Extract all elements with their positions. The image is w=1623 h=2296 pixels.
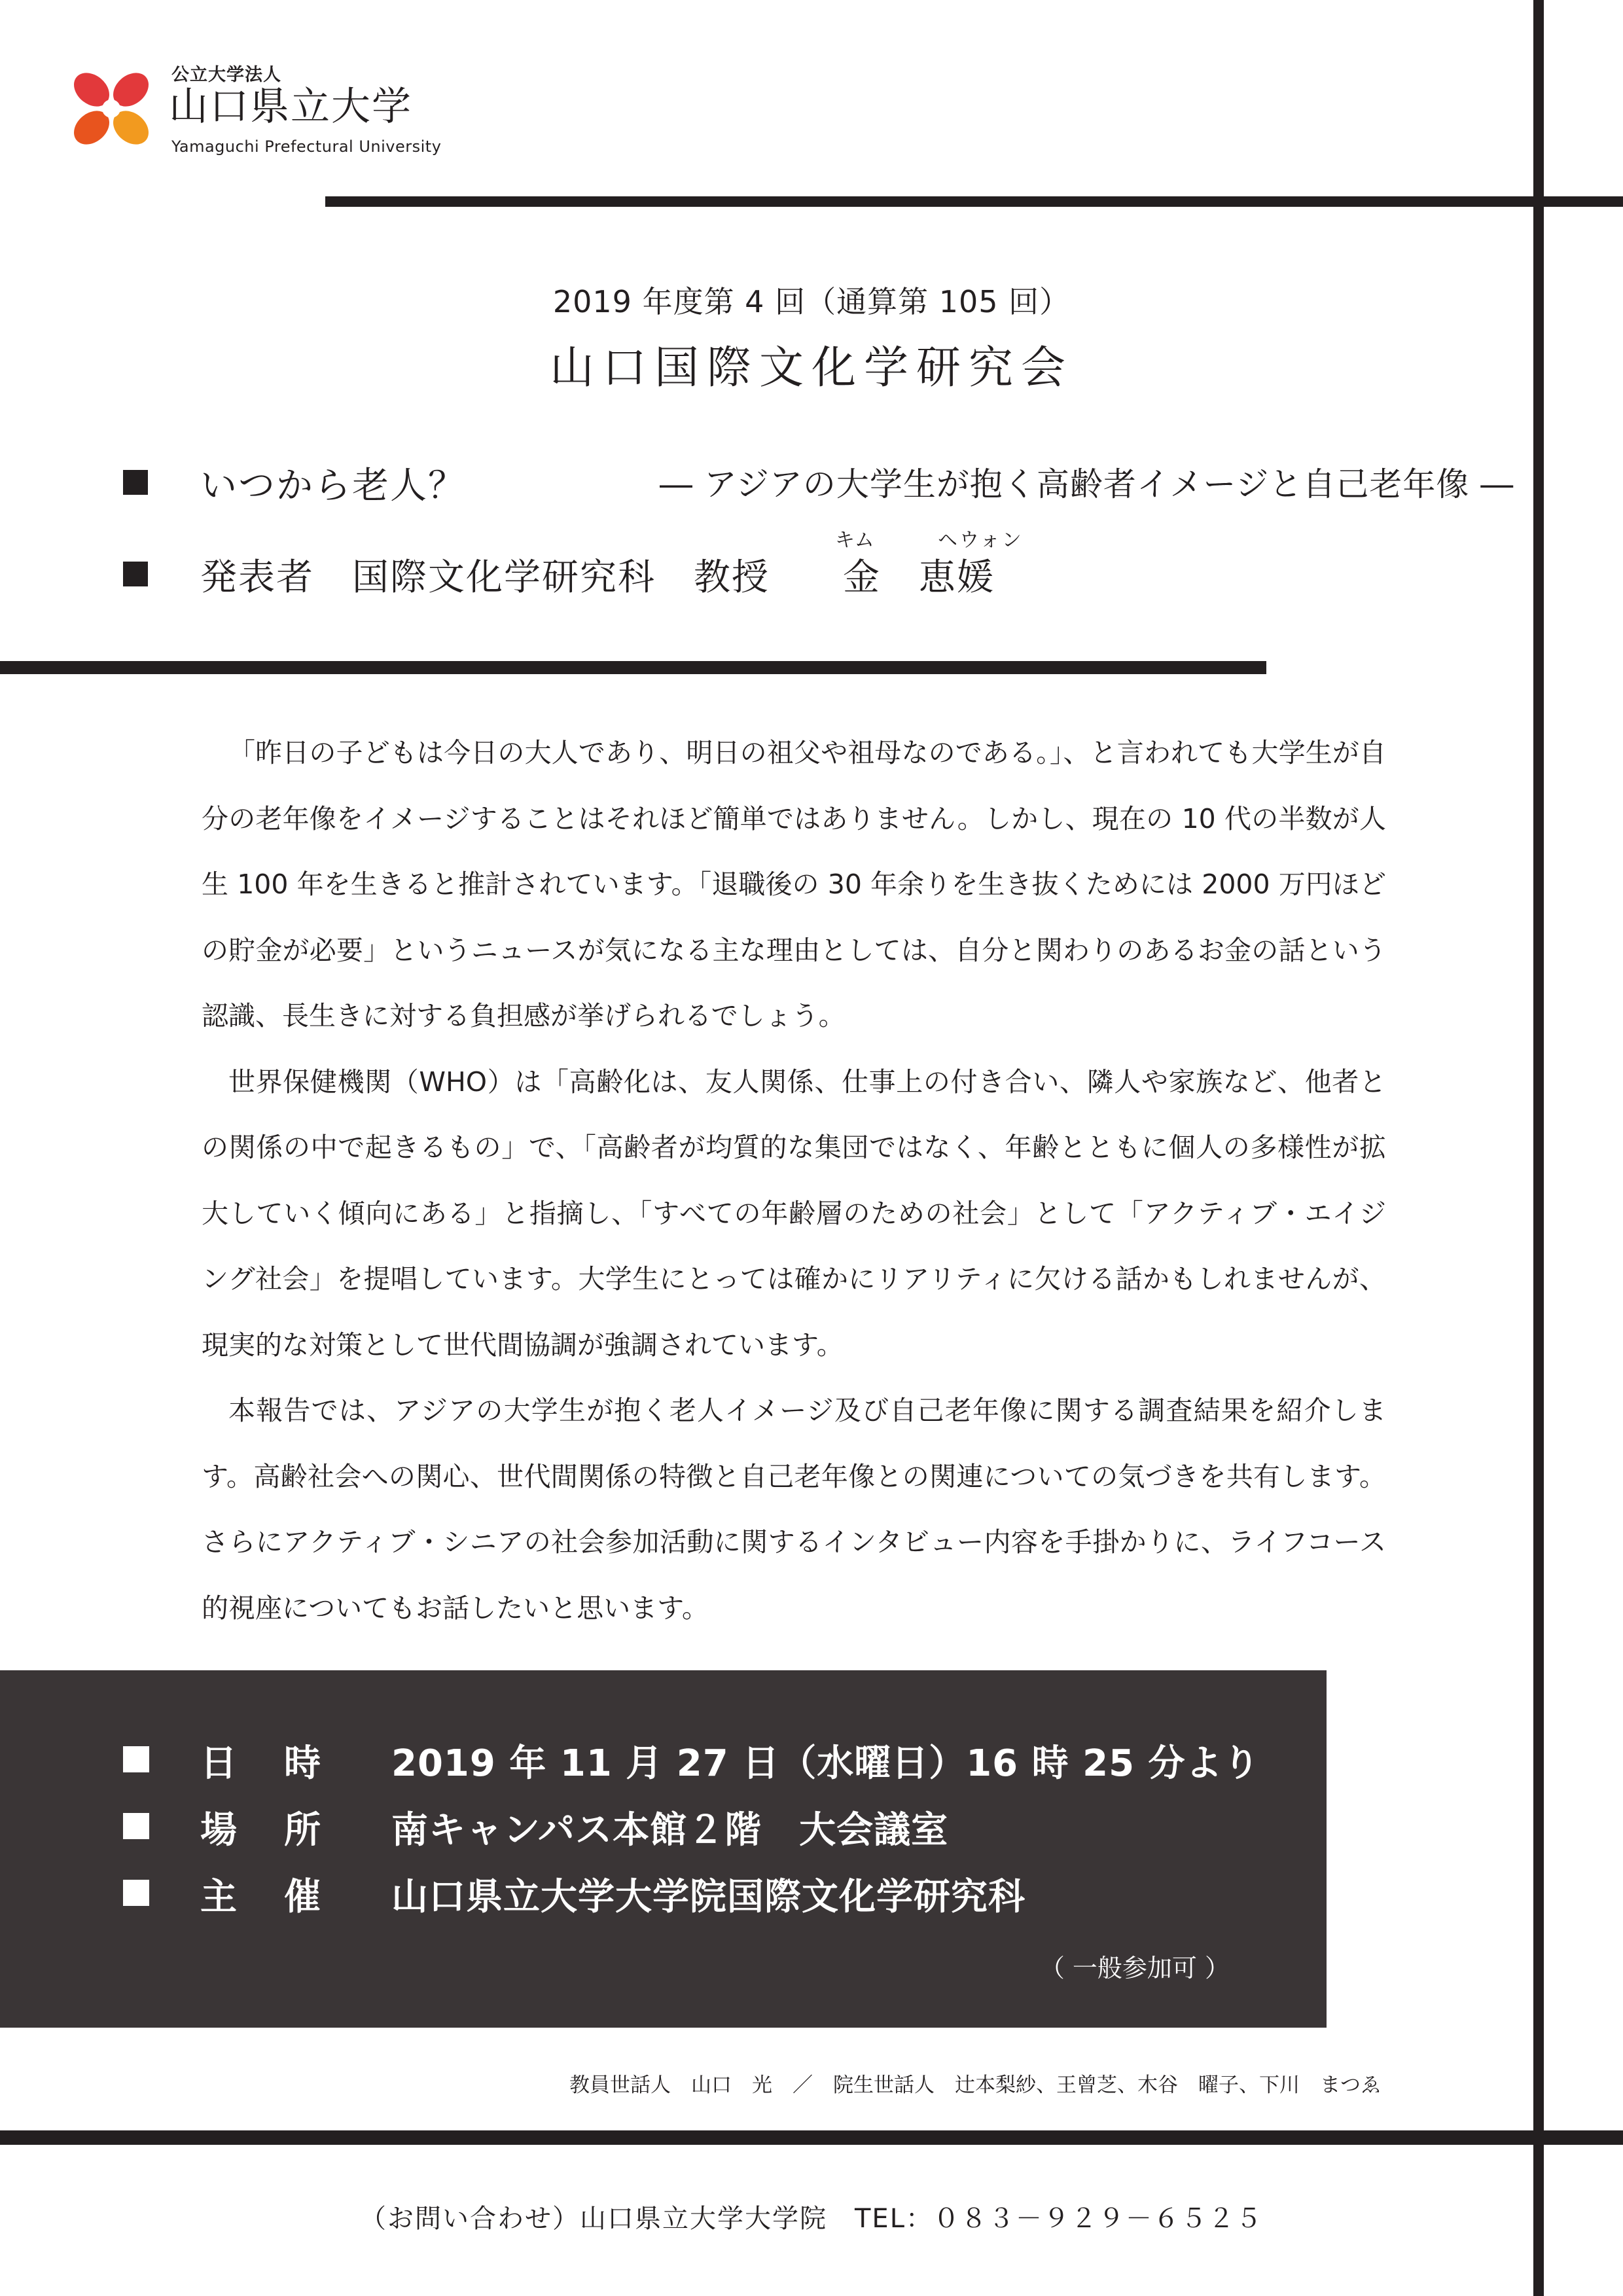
university-logo-icon [65,62,157,154]
organizers: 教員世話人 山口 光 ／ 院生世話人 辻本梨紗、王曾芝、木谷 曜子、下川 まつゑ [569,2073,1381,2097]
middle-divider-line [0,661,1266,674]
body-paragraph: 本報告では、アジアの大学生が抱く老人イメージ及び自己老年像に関する調査結果を紹介します。高齢社会への関心、世代間関係の特徴と自己老年像との関連についての気づきを共有します。さらにアクティブ・シニアの社会参加活動に関するインタビュー内容を手掛かりに、ライフコース的視座についてもお話したいと思います。 [202,1395,1386,1624]
topic-subtitle: ― アジアの大学生が抱く高齢者イメージと自己老年像 ― [660,465,1514,503]
participation-note: （ 一般参加可 ） [1039,1954,1230,1982]
topic-title: いつから老人？ [200,465,466,507]
contact-info: （お問い合わせ）山口県立大学大学院 TEL：０８３－９２９－６５２５ [360,2204,1263,2234]
place-label: 場 所 [200,1809,322,1852]
square-bullet-icon [123,1880,149,1906]
presenter-family-name: 金 [843,556,881,599]
body-paragraph: 世界保健機関（WHO）は「高齢化は、友人関係、仕事上の付き合い、隣人や家族など、他者との関係の中で起きるもの」で、「高齢者が均質的な集団ではなく、年齢とともに個人の多様性が拡大していく傾向にある」と指摘し、「すべての年齢層のための社会」として「アクティブ・エイジング社会」を提唱しています。大学生にとっては確かにリアリティに欠ける話かもしれませんが、現実的な対策として世代間協調が強調されています。 [202,1066,1386,1361]
presenter-given-name: 恵媛 [919,556,995,599]
family-name-ruby: キム [835,529,874,552]
event-title: 山口国際文化学研究会 [549,342,1073,394]
top-divider-line [325,196,1623,207]
date-label: 日 時 [200,1742,322,1785]
date-value: 2019 年 11 月 27 日（水曜日）16 時 25 分より [391,1742,1260,1785]
body-paragraph: 「昨日の子どもは今日の大人であり、明日の祖父や祖母なのである。」、と言われても大学生が自分の老年像をイメージすることはそれほど簡単ではありません。しかし、現在の 10 代の半数が人生 100 年を生きると推計されています。「退職後の 30 年余りを生き抜くためには 2000 万円ほどの貯金が必要」というニュースが気になる主な理由としては、自分と関わりのあるお金の話という認識、長生きに対する負担感が挙げられるでしょう。 [202,737,1386,1031]
event-info-box [0,1670,1327,2028]
logo-name: 山口県立大学 [169,84,412,130]
host-label: 主 催 [200,1876,322,1918]
presenter-role: 発表者 国際文化学研究科 教授 [200,556,770,599]
bottom-divider-line [0,2130,1623,2145]
given-name-ruby: ヘウォン [938,529,1024,552]
place-value: 南キャンパス本館２階 大会議室 [391,1809,949,1852]
square-bullet-icon [123,562,148,586]
logo-english-name: Yamaguchi Prefectural University [171,137,442,156]
host-value: 山口県立大学大学院国際文化学研究科 [391,1876,1026,1918]
presenter-name [843,548,995,601]
series-number: 2019 年度第 4 回（通算第 105 回） [552,284,1071,319]
square-bullet-icon [123,1813,149,1839]
square-bullet-icon [123,470,148,495]
square-bullet-icon [123,1746,149,1772]
logo-subtitle: 公立大学法人 [171,65,281,85]
abstract-body [202,720,1386,1641]
